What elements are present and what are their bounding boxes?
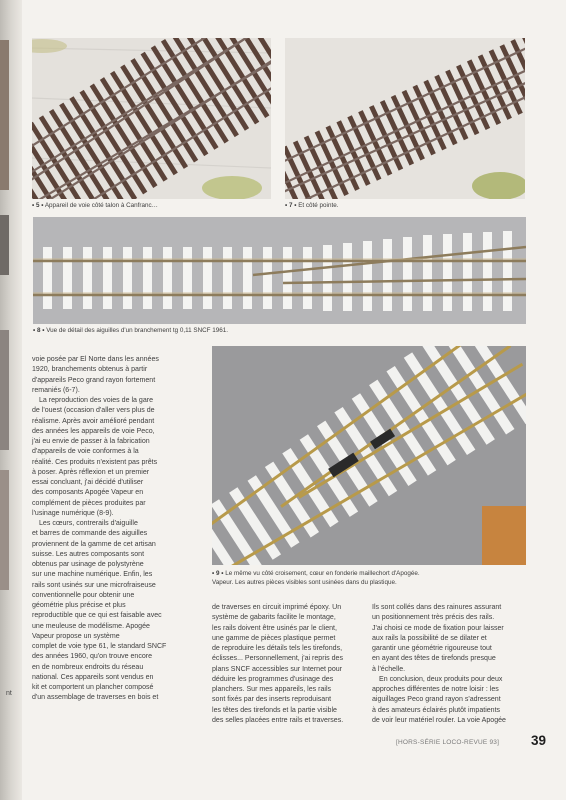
text-line: aux rails la possibilité de se dilater et [372, 634, 487, 642]
text-line: complément de pièces produites par [32, 499, 146, 507]
text-line: éclisses... Personnellement, j'ai repris des [212, 655, 343, 663]
photo-7-point-view [285, 38, 525, 199]
text-line: des composants Apogée Vapeur en [32, 489, 144, 497]
previous-page-photo-strip [0, 330, 9, 450]
text-line: 1920, branchements obtenus à partir [32, 366, 148, 374]
caption-text: Vue de détail des aiguilles d'un branchement tg 0,11 SNCF 1961. [46, 327, 229, 334]
caption-text: Vapeur. Les autres pièces visibles sont usinées dans du plastique. [212, 579, 397, 587]
text-line: sur une machine numérique. Enfin, les [32, 571, 153, 579]
text-line: à l'échelle. [372, 665, 406, 673]
text-line: de traverses en circuit imprimé époxy. Un [212, 604, 342, 611]
previous-page-photo-strip [0, 470, 9, 590]
text-line: une gamme de pièces plastique permet [212, 634, 336, 642]
body-text-left-column [32, 355, 204, 704]
text-line: à poser. Après réflexion et un premier [32, 468, 150, 476]
caption-text: Et côté pointe. [298, 202, 339, 209]
previous-page-photo-strip [0, 215, 9, 275]
text-line: La reproduction des voies de la gare [39, 397, 153, 404]
text-line: remaniés (6-7). [32, 386, 80, 394]
photo-9-frog-view [212, 346, 526, 565]
text-line: conventionnelle pour obtenir une [32, 591, 135, 599]
text-line: en ayant des têtes de tirefonds presque [372, 655, 496, 663]
caption-number: 5 [35, 202, 40, 209]
caption-number: 8 [36, 327, 41, 334]
text-line: En conclusion, deux produits pour deux [379, 675, 503, 683]
caption-figure-8: • 8 • Vue de détail des aiguilles d'un branchement tg 0,11 SNCF 1961. [33, 327, 229, 334]
text-line: l'usinage numérique (8-9). [32, 509, 114, 517]
photo-8-switch-blades-detail [33, 217, 526, 324]
text-line: complet de voie type 61, le standard SNCF [32, 643, 167, 650]
caption-number: 7 [288, 202, 293, 209]
text-line: de reproduire les détails tels les tirefonds, [212, 645, 343, 652]
text-line: j'ai eu envie de passer à la fabrication [32, 438, 150, 445]
caption-figure-9: • 9 • Le même vu côté croisement, cœur en fonderie maillechort d'Apogée. Vapeur. Les autres pièces visibles sont usinées dans du plastique. [212, 570, 420, 587]
text-line: géométrie plus précise et plus [32, 602, 126, 609]
caption-figure-7: • 7 • Et côté pointe. [285, 202, 339, 209]
photo-5-heel-view [32, 38, 271, 199]
magazine-issue-label: [HORS-SÉRIE LOCO-REVUE 93] [396, 739, 500, 746]
text-line: reproductible que ce qui est faisable avec [32, 612, 162, 620]
text-line: planchers. Sur mes appareils, les rails [212, 686, 332, 693]
text-line: système de gabarits facilite le montage, [212, 614, 336, 622]
text-line: essai concluant, j'ai décidé d'utiliser [32, 479, 144, 486]
text-line: plans SNCF accessibles sur Internet pour [212, 665, 343, 673]
text-line: de voir leur matériel rouler. La voie Apogée [372, 716, 506, 724]
text-line: les rails doivent être usinés par le client, [212, 624, 337, 632]
caption-number: 9 [215, 570, 220, 577]
text-line: J'ai choisi ce mode de fixation pour laisser [372, 624, 504, 632]
text-line: à des amateurs éclairés plutôt impatients [372, 706, 501, 714]
text-line: de l'ouest (occasion d'aller vers plus de [32, 407, 155, 415]
text-line: Les cœurs, contrerails d'aiguille [39, 520, 138, 527]
text-line: Ils sont collés dans des rainures assurant [372, 604, 502, 611]
text-line: d'appareils Peco grand rayon fortement [32, 376, 156, 384]
text-line: un positionnement très précis des rails. [372, 614, 495, 622]
text-line: rails sont usinés sur une microfraiseuse [32, 581, 156, 589]
text-line: kit et comportent un plancher composé [32, 684, 154, 691]
text-line: approches différentes de notre loisir : les [372, 686, 499, 693]
caption-text: Appareil de voie côté talon à Canfranc… [44, 202, 158, 209]
text-line: en de nombreux endroits du réseau [32, 663, 144, 671]
previous-page-photo-strip [0, 40, 9, 190]
body-text-right-column [372, 603, 526, 726]
text-line: voie posée par El Norte dans les années [32, 356, 159, 363]
caption-text: Le même vu côté croisement, cœur en fonderie maillechort d'Apogée. [225, 570, 420, 577]
text-line: proviennent de la gamme de cet artisan [32, 540, 156, 548]
caption-figure-5: • 5 • Appareil de voie côté talon à Canfranc… [32, 202, 158, 209]
text-line: des années les appareils de voie Peco, [32, 427, 155, 435]
text-line: d'appareils de voie conformes à la [32, 448, 139, 456]
text-line: et barres de commande des aiguilles [32, 530, 148, 538]
text-line: obtenus par usinage de polystyrène [32, 561, 144, 568]
text-line: les têtes des tirefonds et la partie visible [212, 706, 337, 714]
text-line: déduire les programmes d'usinage des [212, 675, 334, 683]
text-line: Vapeur propose un système [32, 632, 120, 640]
text-line: d'un assemblage de traverses en bois et [32, 694, 159, 702]
text-line: national. Ces appareils sont vendus en [32, 673, 154, 681]
text-line: réalisme. Après avoir amélioré pendant [32, 417, 155, 425]
body-text-middle-column [212, 603, 362, 726]
text-line: des années 1960, qu'on trouve encore [32, 653, 153, 661]
text-line: réalité. Ces produits n'existent pas prêts [32, 458, 158, 466]
previous-page-text-fragment: nt [6, 690, 12, 697]
text-line: garantir une géométrie rigoureuse tout [372, 645, 492, 652]
text-line: suisse. Les autres composants sont [32, 550, 145, 558]
text-line: sont fixés par des inserts reproduisant [212, 696, 332, 704]
text-line: une meuleuse de modélisme. Apogée [32, 622, 150, 630]
page-number: 39 [531, 733, 547, 748]
text-line: aiguillages Peco grand rayon s'adressent [372, 696, 501, 704]
text-line: des selles placées entre rails et traverses. [212, 716, 344, 724]
